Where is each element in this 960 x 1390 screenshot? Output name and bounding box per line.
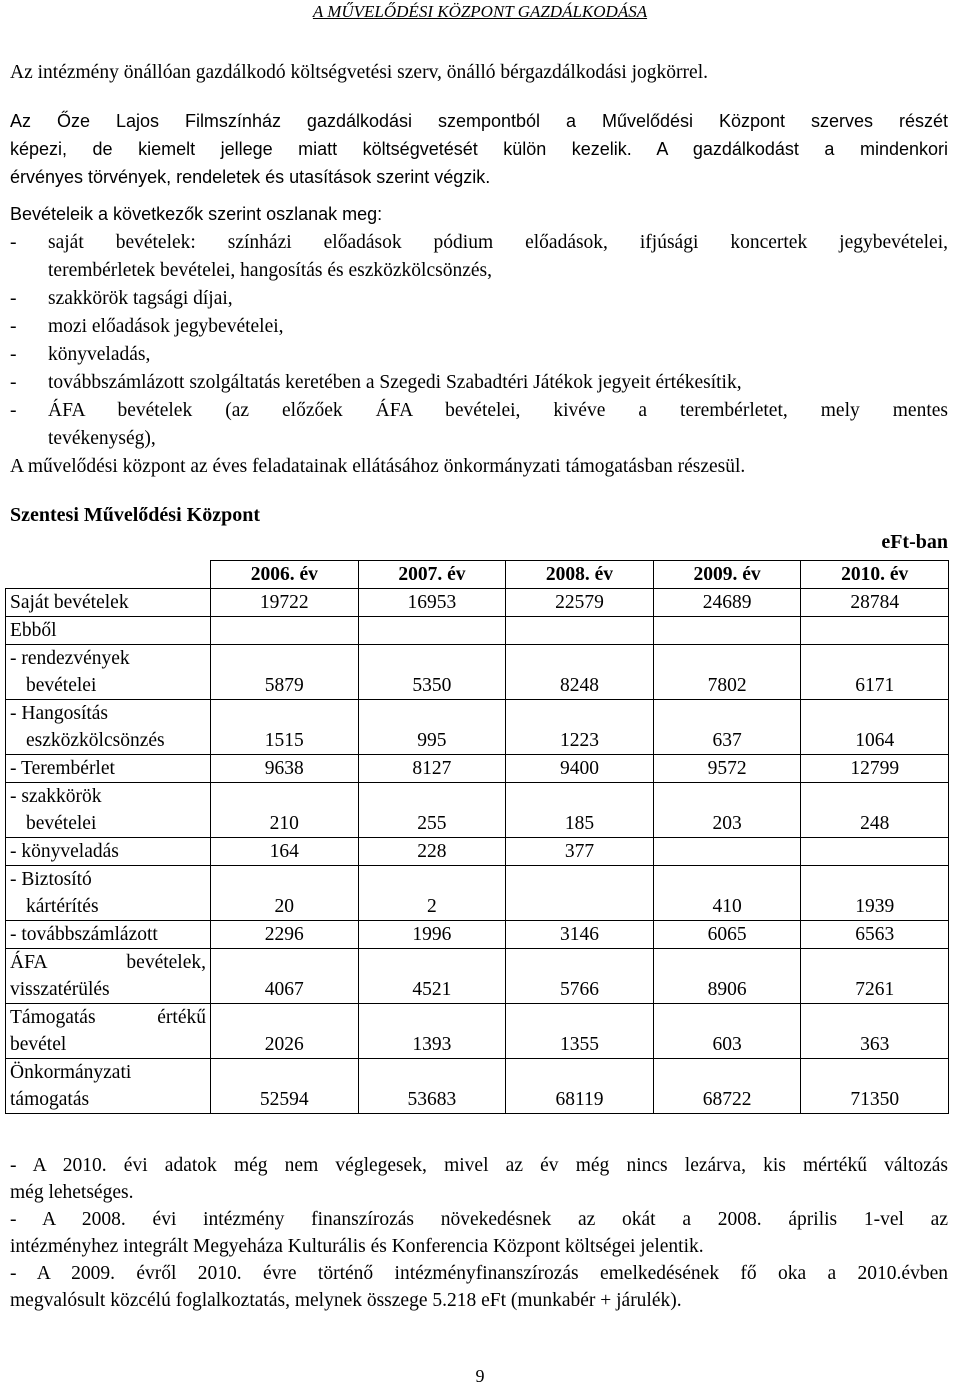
row-label-line: - továbbszámlázott: [10, 924, 158, 945]
table-cell: 5350: [358, 645, 506, 700]
row-label: [6, 783, 211, 838]
table-row: [6, 838, 949, 866]
table-cell: 185: [506, 783, 654, 838]
table-row: [6, 645, 949, 700]
table-cell: 2296: [211, 921, 359, 949]
table-row: [6, 783, 949, 838]
list-item: [10, 397, 948, 453]
table-cell: 68722: [653, 1059, 801, 1114]
table-row: [6, 589, 949, 617]
list-dash: -: [10, 372, 17, 393]
table-cell: 8248: [506, 645, 654, 700]
list-item: [10, 341, 948, 369]
row-label: [6, 755, 211, 783]
row-label: [6, 617, 211, 645]
table-cell: 637: [653, 700, 801, 755]
list-item-text: tevékenység),: [48, 428, 156, 449]
row-label: [6, 589, 211, 617]
table-row: [6, 1059, 949, 1114]
table-cell: 4521: [358, 949, 506, 1004]
text-line: Az Őze Lajos Filmszínház gazdálkodási szempontból a Művelődési Központ szerves részét: [10, 111, 948, 131]
table-cell: 363: [801, 1004, 949, 1059]
column-header: 2010. év: [801, 561, 949, 589]
unit-label: eFt-ban: [881, 531, 948, 553]
table-row: [6, 1004, 949, 1059]
footnotes: [10, 1152, 948, 1314]
row-label-line: bevételei: [26, 813, 97, 834]
table-cell: 1515: [211, 700, 359, 755]
table-cell: 16953: [358, 589, 506, 617]
list-dash: -: [10, 400, 17, 421]
row-label-line: visszatérülés: [10, 979, 110, 1000]
table-row: [6, 755, 949, 783]
table-cell: 255: [358, 783, 506, 838]
table-cell: [653, 617, 801, 645]
table-cell: 1996: [358, 921, 506, 949]
table-cell: 53683: [358, 1059, 506, 1114]
column-header: 2008. év: [506, 561, 654, 589]
intro-paragraph: Az intézmény önállóan gazdálkodó költségvetési szerv, önálló bérgazdálkodási jogkörrel.: [10, 62, 708, 83]
row-label-line: bevételei: [26, 675, 97, 696]
list-item-text: könyveladás,: [48, 344, 151, 365]
row-label-line: - Hangosítás: [10, 703, 109, 724]
row-label: [6, 921, 211, 949]
table-cell: 9638: [211, 755, 359, 783]
row-label-line: kártérítés: [26, 896, 99, 917]
table-cell: [653, 838, 801, 866]
list-item-text: szakkörök tagsági díjai,: [48, 288, 233, 309]
column-header: 2006. év: [211, 561, 359, 589]
row-label-line: - rendezvények: [10, 648, 130, 669]
row-label-line: - szakkörök: [10, 786, 102, 807]
list-dash: -: [10, 232, 17, 253]
column-header: 2007. év: [358, 561, 506, 589]
row-label-line: Saját bevételek: [10, 592, 129, 613]
row-label: [6, 1059, 211, 1114]
table-cell: 52594: [211, 1059, 359, 1114]
row-label-line: Támogatás értékű: [10, 1007, 206, 1028]
table-cell: 7261: [801, 949, 949, 1004]
table-cell: 377: [506, 838, 654, 866]
row-label: [6, 700, 211, 755]
list-item-text: mozi előadások jegybevételei,: [48, 316, 284, 337]
column-header: 2009. év: [653, 561, 801, 589]
revenue-intro: Bevételeik a következők szerint oszlanak meg:: [10, 204, 383, 224]
table-cell: [506, 866, 654, 921]
table-cell: [211, 617, 359, 645]
table-cell: 19722: [211, 589, 359, 617]
table-cell: 8127: [358, 755, 506, 783]
page-number: 9: [475, 1366, 485, 1386]
table-cell: 20: [211, 866, 359, 921]
table-row: [6, 617, 949, 645]
row-label-line: - Terembérlet: [10, 758, 115, 779]
footnote-line: intézményhez integrált Megyeháza Kulturális és Konferencia Központ költségei jelentik.: [10, 1236, 704, 1257]
table-cell: 71350: [801, 1059, 949, 1114]
table-header-row: [6, 561, 949, 589]
table-cell: 3146: [506, 921, 654, 949]
section-title: Szentesi Művelődési Központ: [10, 504, 260, 526]
table-cell: 6065: [653, 921, 801, 949]
table-cell: 228: [358, 838, 506, 866]
table-cell: 1223: [506, 700, 654, 755]
table-cell: 5879: [211, 645, 359, 700]
list-dash: -: [10, 288, 17, 309]
footnote-line: - A 2008. évi intézmény finanszírozás növekedésnek az okát a 2008. április 1-vel az: [10, 1209, 948, 1230]
table-cell: [801, 838, 949, 866]
revenue-section: [10, 200, 948, 228]
row-label: [6, 949, 211, 1004]
table-cell: 24689: [653, 589, 801, 617]
table-cell: 28784: [801, 589, 949, 617]
row-label-line: - könyveladás: [10, 841, 119, 862]
table-cell: 6171: [801, 645, 949, 700]
table-cell: 1393: [358, 1004, 506, 1059]
row-label: [6, 645, 211, 700]
footnote-line: - A 2009. évről 2010. évre történő intézményfinanszírozás emelkedésének fő oka a 2010.évben: [10, 1263, 948, 1284]
table-cell: 995: [358, 700, 506, 755]
table-row: [6, 700, 949, 755]
table-cell: 7802: [653, 645, 801, 700]
table-cell: 9572: [653, 755, 801, 783]
table-row: [6, 921, 949, 949]
table-cell: 248: [801, 783, 949, 838]
table-cell: 9400: [506, 755, 654, 783]
row-label: [6, 866, 211, 921]
list-item-text: saját bevételek: színházi előadások pódium előadások, ifjúsági koncertek jegybevételei,: [48, 232, 948, 253]
list-item: [10, 313, 948, 341]
list-item: [10, 369, 948, 397]
list-item-text: továbbszámlázott szolgáltatás keretében a Szegedi Szabadtéri Játékok jegyeit értékesítik,: [48, 372, 742, 393]
table-row: [6, 949, 949, 1004]
table-cell: 210: [211, 783, 359, 838]
text-line: érvényes törvények, rendeletek és utasítások szerint végzik.: [10, 167, 491, 187]
row-label-line: támogatás: [10, 1089, 90, 1110]
table-cell: [506, 617, 654, 645]
row-label-line: bevétel: [10, 1034, 67, 1055]
table-cell: 22579: [506, 589, 654, 617]
list-item-text: ÁFA bevételek (az előzőek ÁFA bevételei, kivéve a terembérletet, mely mentes: [48, 400, 948, 421]
table-cell: 1355: [506, 1004, 654, 1059]
text-line: képezi, de kiemelt jellege miatt költségvetését külön kezelik. A gazdálkodást a mindenkori: [10, 139, 948, 159]
list-dash: -: [10, 344, 17, 365]
table-cell: [358, 617, 506, 645]
table-cell: 203: [653, 783, 801, 838]
table-cell: 6563: [801, 921, 949, 949]
table-cell: 8906: [653, 949, 801, 1004]
table-cell: 410: [653, 866, 801, 921]
row-label: [6, 1004, 211, 1059]
footnote-line: - A 2010. évi adatok még nem véglegesek, mivel az év még nincs lezárva, kis mértékű változás: [10, 1155, 948, 1176]
table-cell: 603: [653, 1004, 801, 1059]
revenue-list: [10, 229, 948, 481]
row-label-line: Ebből: [10, 620, 57, 641]
budget-table: [5, 560, 949, 1114]
list-item: [10, 285, 948, 313]
list-item-text: terembérletek bevételei, hangosítás és eszközkölcsönzés,: [48, 260, 492, 281]
list-dash: -: [10, 316, 17, 337]
table-cell: 2: [358, 866, 506, 921]
table-cell: 68119: [506, 1059, 654, 1114]
header-blank-cell: [6, 561, 211, 589]
table-cell: [801, 617, 949, 645]
table-cell: 12799: [801, 755, 949, 783]
table-body: [6, 589, 949, 1114]
row-label-line: Önkormányzati: [10, 1062, 132, 1083]
footnote-line: megvalósult közcélú foglalkoztatás, melynek összege 5.218 eFt (munkabér + járulék).: [10, 1290, 682, 1311]
table-cell: 4067: [211, 949, 359, 1004]
table-cell: 164: [211, 838, 359, 866]
footnote-line: még lehetséges.: [10, 1182, 134, 1203]
support-sentence: A művelődési központ az éves feladatainak ellátásához önkormányzati támogatásban részesül.: [10, 456, 746, 477]
table-cell: 5766: [506, 949, 654, 1004]
row-label-line: eszközkölcsönzés: [26, 730, 165, 751]
page-title: A MŰVELŐDÉSI KÖZPONT GAZDÁLKODÁSA: [312, 2, 648, 21]
table-cell: 2026: [211, 1004, 359, 1059]
filmszinhaz-paragraph: [10, 107, 948, 191]
table-cell: 1064: [801, 700, 949, 755]
row-label-line: ÁFA bevételek,: [10, 952, 206, 973]
list-item: [10, 229, 948, 285]
table-cell: 1939: [801, 866, 949, 921]
table-row: [6, 866, 949, 921]
row-label-line: - Biztosító: [10, 869, 92, 890]
row-label: [6, 838, 211, 866]
